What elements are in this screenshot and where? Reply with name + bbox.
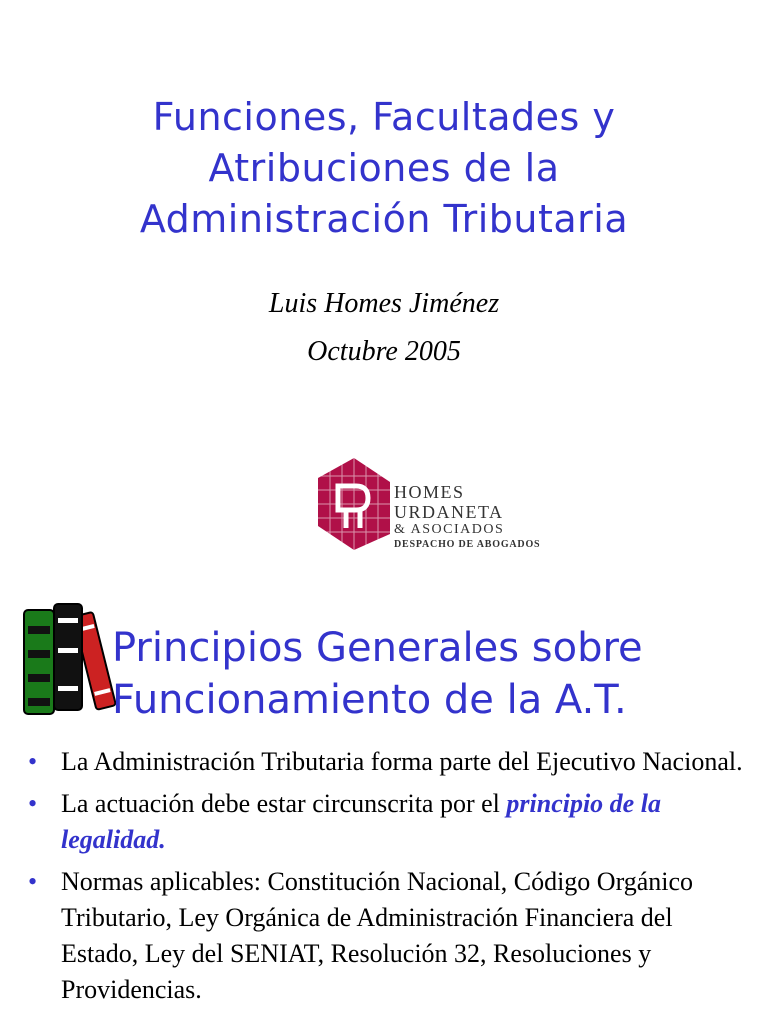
slide-title-line-3: Administración Tributaria (139, 197, 629, 241)
bullet-dot-icon: • (28, 867, 38, 896)
section-title-line-2: Funcionamiento de la A.T. (112, 677, 627, 723)
bullet-dot-icon: • (28, 747, 38, 776)
slide-title-line-2: Atribuciones de la (208, 146, 560, 190)
firm-logo-mark-icon (316, 456, 392, 552)
firm-logo (312, 452, 541, 556)
section-title-line-1: Principios Generales sobre (112, 625, 643, 671)
logo-line-asociados: & ASOCIADOS (394, 522, 505, 537)
books-icon (18, 598, 122, 718)
bullet-text: La Administración Tributaria forma parte del Ejecutivo Nacional. (61, 747, 743, 776)
bullet-text: La actuación debe estar circunscrita por el (61, 789, 507, 818)
bullet-text: Normas aplicables: Constitución Nacional, Código Orgánico Tributario, Ley Orgánica de Administración Financiera del Estado, Ley del SENIAT, Resolución 32, Resoluciones y Providencias. (61, 867, 694, 1004)
logo-line-urdaneta: URDANETA (394, 502, 504, 522)
section-title-block (112, 622, 643, 726)
firm-logo-text (394, 482, 540, 552)
slide-title-block (0, 92, 768, 245)
presentation-date: Octubre 2005 (307, 336, 461, 367)
bullet-item (28, 744, 748, 780)
legality-principle-highlight: principio de la legalidad. (61, 789, 661, 854)
logo-line-homes: HOMES (394, 482, 465, 502)
bullet-item (28, 786, 748, 858)
slide-title-line-1: Funciones, Facultades y (152, 95, 616, 139)
bullet-item (28, 864, 748, 1008)
bullet-list (28, 744, 748, 1014)
author-name: Luis Homes Jiménez (268, 288, 500, 319)
bullet-dot-icon: • (28, 789, 38, 818)
logo-line-despacho: DESPACHO DE ABOGADOS (394, 539, 541, 550)
